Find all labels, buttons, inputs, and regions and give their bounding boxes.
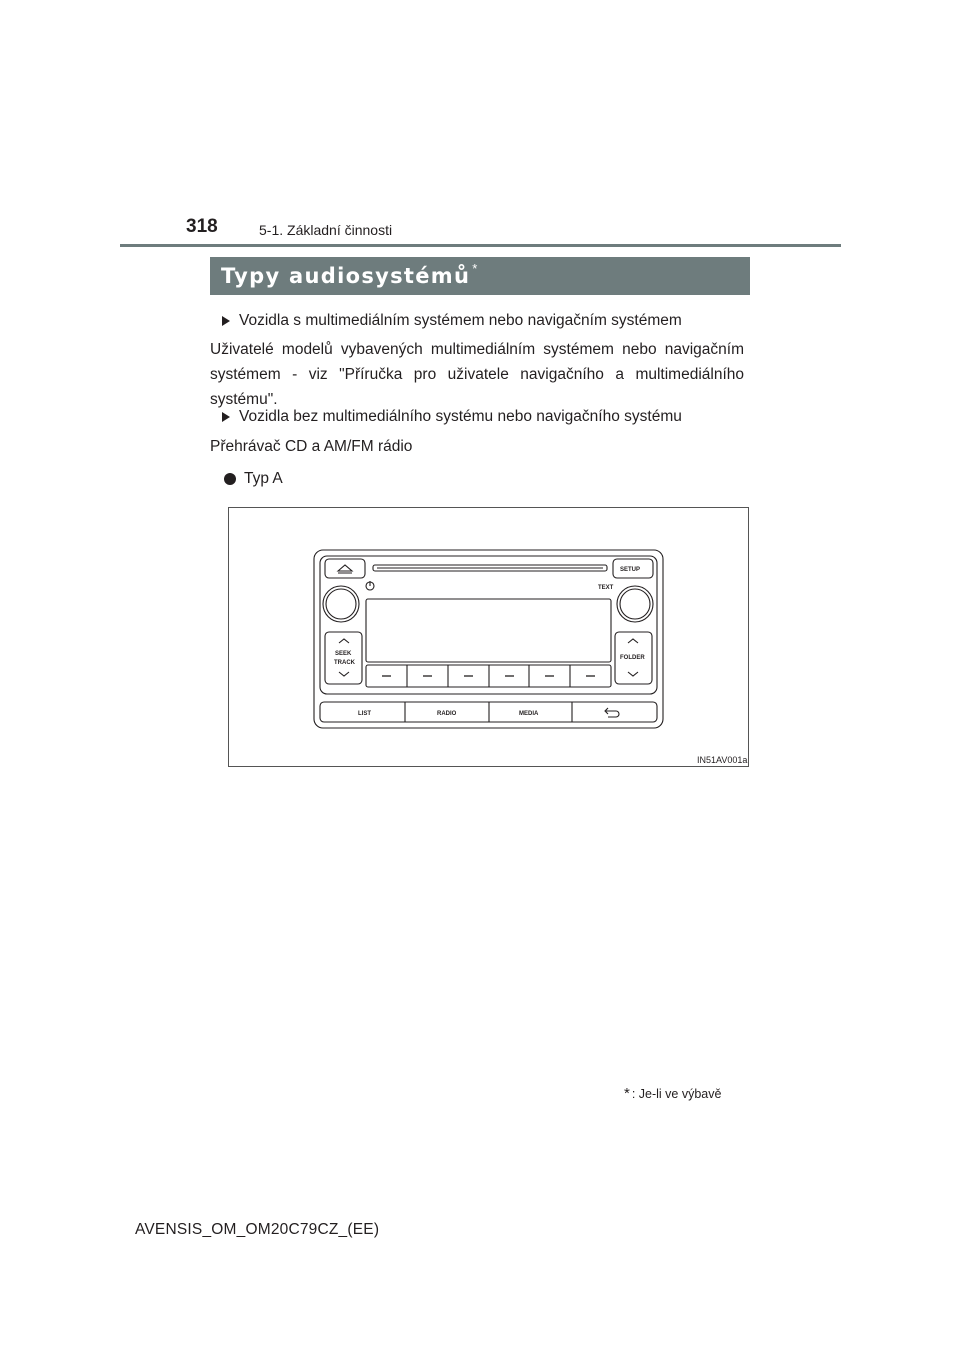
- document-code: AVENSIS_OM_OM20C79CZ_(EE): [135, 1221, 380, 1238]
- page-number: 318: [186, 216, 218, 237]
- figure-code: IN51AV001a: [697, 755, 748, 765]
- track-label: TRACK: [334, 660, 355, 666]
- seek-label: SEEK: [335, 651, 352, 657]
- footnote-text: : Je-li ve výbavě: [631, 1086, 722, 1101]
- setup-label: SETUP: [620, 567, 641, 573]
- text-label: TEXT: [598, 585, 614, 591]
- header-rule: [120, 244, 841, 247]
- chevron-down-icon: [339, 672, 349, 676]
- bullet-item-2: [222, 408, 682, 426]
- list-label: LIST: [358, 711, 371, 717]
- bullet-text-2: Vozidla bez multimediálního systému nebo navigačního systému: [239, 408, 682, 425]
- power-volume-knob: [323, 586, 359, 622]
- paragraph-1: Uživatelé modelů vybavených multimediálním systémem nebo navigačním systémem - viz "Příručka pro uživatele navigačního a multimediálního systému".: [210, 341, 744, 408]
- footnote: [624, 1085, 721, 1102]
- title-asterisk: *: [472, 260, 478, 276]
- footnote-asterisk: *: [624, 1085, 630, 1102]
- bullet-text-1: Vozidla s multimediálním systémem nebo navigačním systémem: [239, 312, 682, 329]
- section-title: Typy audiosystémů: [221, 264, 471, 288]
- paragraph-2: Přehrávač CD a AM/FM rádio: [210, 438, 413, 455]
- folder-label: FOLDER: [620, 655, 645, 661]
- media-label: MEDIA: [519, 711, 539, 717]
- eject-button: [325, 559, 365, 578]
- bullet-item-1: [222, 312, 682, 330]
- audio-unit-figure: [228, 507, 749, 767]
- back-icon: [605, 708, 619, 717]
- chevron-up-icon: [628, 639, 638, 643]
- type-item: [224, 470, 283, 488]
- eject-icon: [338, 565, 352, 573]
- display-screen: [366, 599, 611, 662]
- circle-bullet-icon: [224, 473, 236, 485]
- chevron-down-icon: [628, 672, 638, 676]
- triangle-bullet-icon: [222, 316, 230, 326]
- triangle-bullet-icon: [222, 412, 230, 422]
- type-label: Typ A: [244, 470, 283, 487]
- audio-unit-illustration: [229, 508, 748, 766]
- chevron-up-icon: [339, 639, 349, 643]
- section-label: 5-1. Základní činnosti: [259, 222, 393, 238]
- radio-label: RADIO: [437, 711, 457, 717]
- tune-select-knob: [617, 586, 653, 622]
- section-title-bar: [210, 257, 750, 295]
